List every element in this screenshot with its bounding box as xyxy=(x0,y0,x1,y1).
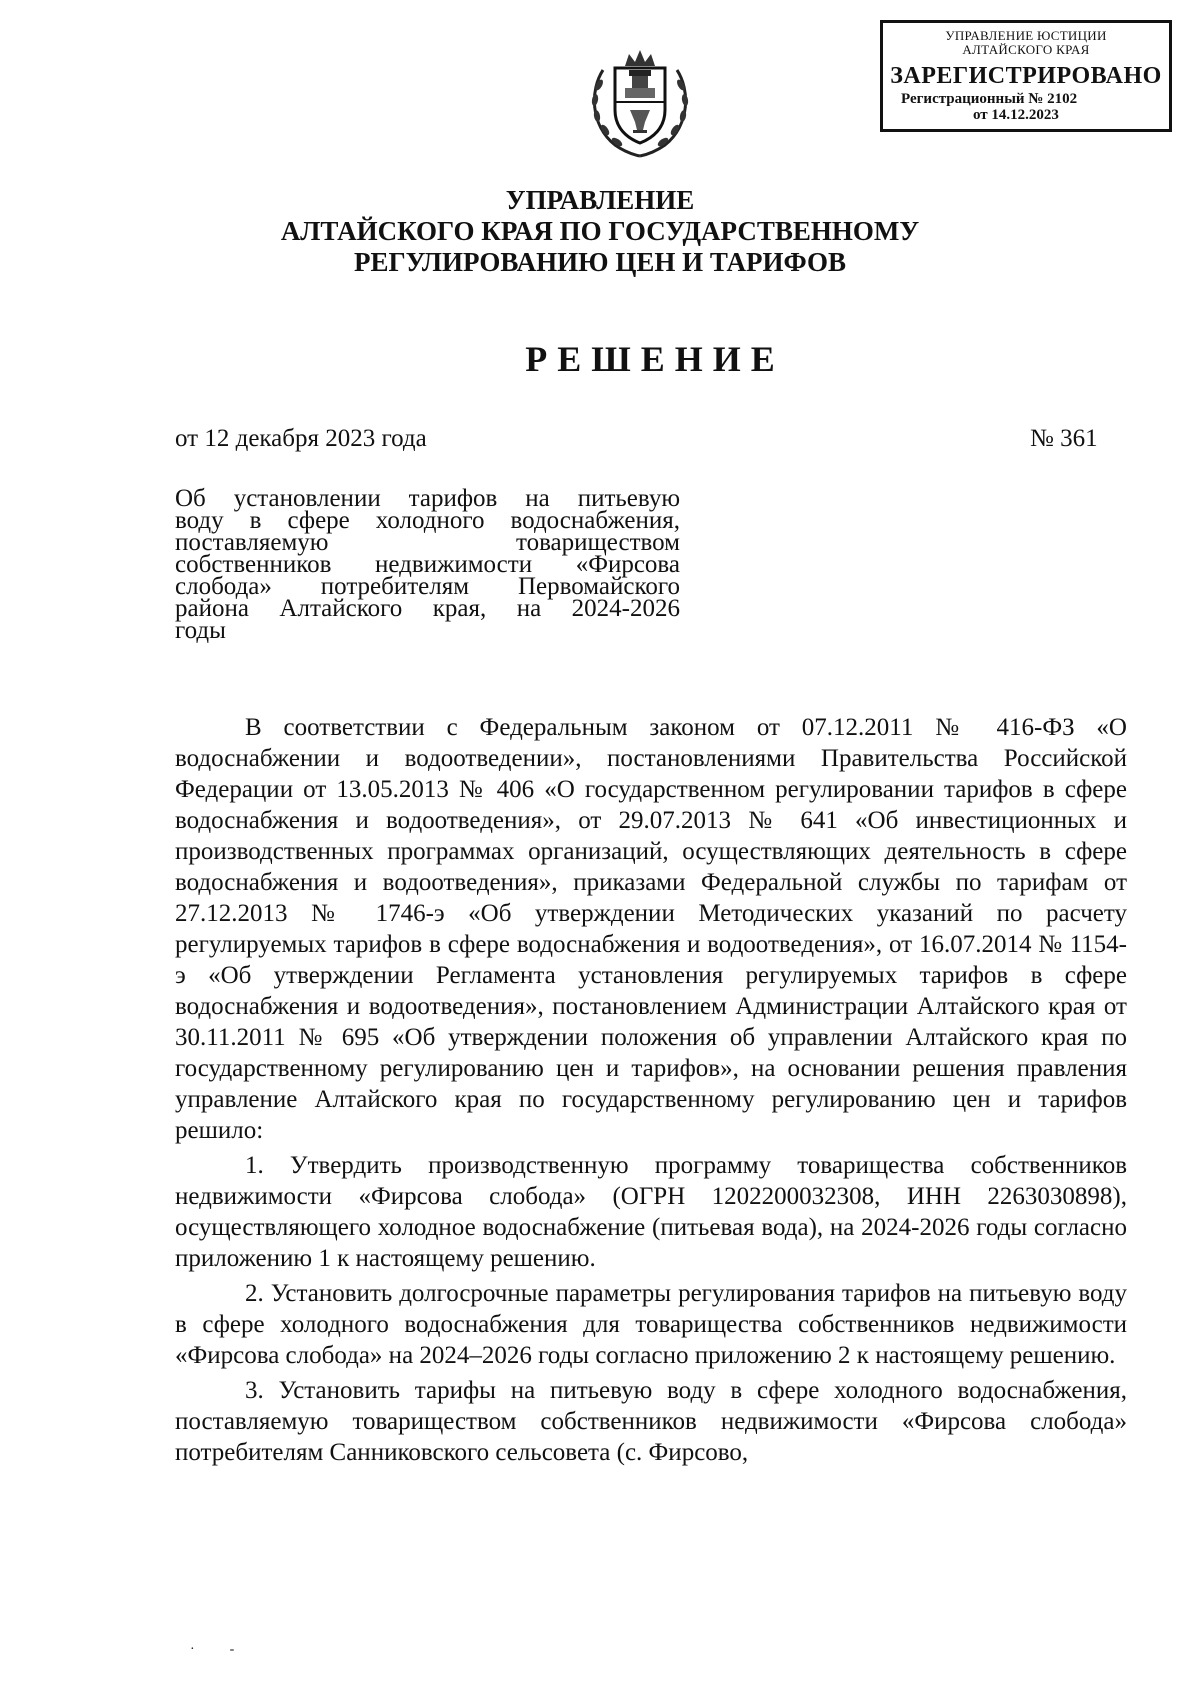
scan-artifact: · - xyxy=(190,1642,235,1657)
document-type-heading: РЕШЕНИЕ xyxy=(525,339,785,379)
document-date: от 12 декабря 2023 года xyxy=(175,425,427,452)
document-body xyxy=(175,712,1127,1468)
stamp-reg-number: Регистрационный № 2102 xyxy=(901,91,1078,107)
organization-line1: УПРАВЛЕНИЕ xyxy=(505,185,695,215)
body-paragraph: 1. Утвердить производственную программу товарищества собственников недвижимости «Фирсова слобода» (ОГРН 1202200032308, ИНН 2263030898), осуществляющего холодное водоснабжение (питьевая вода), на 2024-2026 годы согласно приложению 1 к настоящему решению. xyxy=(175,1152,1127,1272)
document-subject xyxy=(175,485,680,644)
organization-line3: РЕГУЛИРОВАНИЮ ЦЕН И ТАРИФОВ xyxy=(353,247,847,277)
subject-line: воду в сфере холодного водоснабжения, xyxy=(175,507,680,534)
stamp-status: ЗАРЕГИСТРИРОВАНО xyxy=(890,63,1162,89)
body-paragraph: 2. Установить долгосрочные параметры регулирования тарифов на питьевую воду в сфере холодного водоснабжения для товарищества собственников недвижимости «Фирсова слобода» на 2024–2026 годы согласно приложению 2 к настоящему решению. xyxy=(175,1280,1127,1369)
coat-of-arms-icon xyxy=(585,40,695,160)
body-paragraph: 3. Установить тарифы на питьевую воду в сфере холодного водоснабжения, поставляемую товариществом собственников недвижимости «Фирсова слобода» потребителям Санниковского сельсовета (с. Фирсово, xyxy=(175,1377,1127,1466)
subject-line: поставляемую товариществом xyxy=(175,529,680,556)
subject-line: годы xyxy=(175,617,226,644)
organization-name xyxy=(0,185,1200,278)
subject-line: собственников недвижимости «Фирсова xyxy=(175,551,680,578)
stamp-authority-line1: УПРАВЛЕНИЕ ЮСТИЦИИ xyxy=(945,28,1107,43)
body-paragraph: В соответствии с Федеральным законом от 07.12.2011 № 416-ФЗ «О водоснабжении и водоотведении», постановлениями Правительства Российской Федерации от 13.05.2013 № 406 «О государственном регулировании тарифов в сфере водоснабжения и водоотведения», от 29.07.2013 № 641 «Об инвестиционных и производственных программах организаций, осуществляющих деятельность в сфере водоснабжения и водоотведения», приказами Федеральной службы по тарифам от 27.12.2013 № 1746-э «Об утверждении Методических указаний по расчету регулируемых тарифов в сфере водоснабжения и водоотведения», от 16.07.2014 № 1154-э «Об утверждении Регламента установления регулируемых тарифов в сфере водоснабжения и водоотведения», постановлением Администрации Алтайского края от 30.11.2011 № 695 «Об утверждении положения об управлении Алтайского края по государственному регулированию цен и тарифов», на основании решения правления управление Алтайского края по государственному регулированию цен и тарифов решило: xyxy=(175,714,1127,1144)
subject-line: района Алтайского края, на 2024-2026 xyxy=(175,595,680,622)
stamp-reg-date: от 14.12.2023 xyxy=(973,107,1059,123)
subject-line: Об установлении тарифов на питьевую xyxy=(175,485,680,512)
stamp-authority-line2: АЛТАЙСКОГО КРАЯ xyxy=(962,42,1090,57)
registration-stamp xyxy=(880,20,1172,132)
subject-line: слобода» потребителям Первомайского xyxy=(175,573,680,600)
document-number: № 361 xyxy=(1030,425,1098,452)
organization-line2: АЛТАЙСКОГО КРАЯ ПО ГОСУДАРСТВЕННОМУ xyxy=(280,216,920,246)
